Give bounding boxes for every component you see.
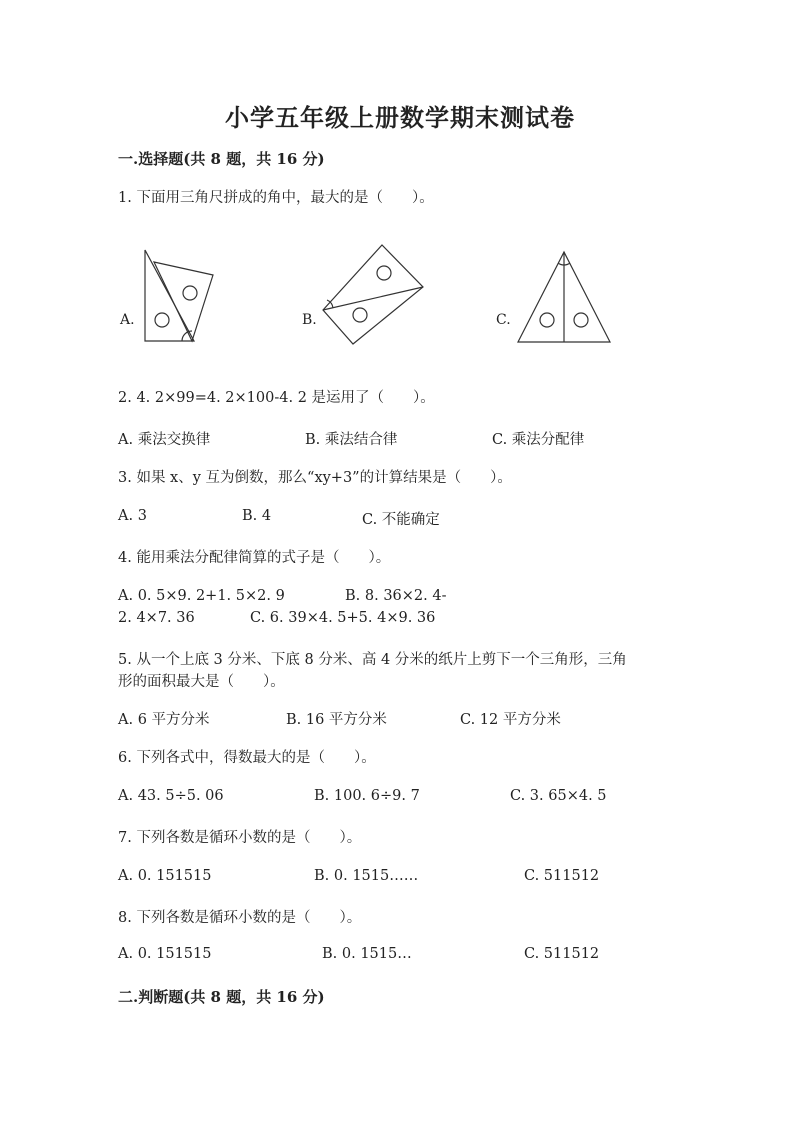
- q6-option-b: B. 100. 6÷9. 7: [314, 788, 420, 804]
- figure-label-c: C.: [496, 312, 511, 328]
- q4-option-b-continued: 2. 4×7. 36: [118, 610, 195, 626]
- q3-option-a: A. 3: [118, 508, 147, 524]
- rectangle-b: [323, 245, 423, 344]
- figure-label-a: A.: [120, 312, 135, 328]
- q3-option-b: B. 4: [242, 508, 272, 524]
- q6-option-c: C. 3. 65×4. 5: [510, 788, 607, 804]
- q2-option-c: C. 乘法分配律: [492, 432, 585, 448]
- q5-option-b: B. 16 平方分米: [286, 712, 387, 728]
- hole-a-1: [155, 313, 169, 327]
- hole-c-1: [540, 313, 554, 327]
- triangle-ruler-figure-c: [514, 248, 614, 346]
- page-title: 小学五年级上册数学期末测试卷: [225, 103, 575, 132]
- q2-option-a: A. 乘法交换律: [118, 432, 211, 448]
- question-1: 1. 下面用三角尺拼成的角中，最大的是（ ）。: [118, 190, 434, 206]
- angle-mark-a: [182, 331, 192, 341]
- question-3: 3. 如果 x、y 互为倒数，那么“xy+3”的计算结果是（ ）。: [118, 470, 512, 486]
- question-6: 6. 下列各式中，得数最大的是（ ）。: [118, 750, 376, 766]
- question-5-line-1: 5. 从一个上底 3 分米、下底 8 分米、高 4 分米的纸片上剪下一个三角形，三角: [118, 652, 627, 668]
- q5-option-c: C. 12 平方分米: [460, 712, 561, 728]
- question-5-line-2: 形的面积最大是（ ）。: [118, 674, 285, 690]
- q6-option-a: A. 43. 5÷5. 06: [118, 788, 224, 804]
- q4-option-c: C. 6. 39×4. 5+5. 4×9. 36: [250, 610, 436, 626]
- q5-option-a: A. 6 平方分米: [118, 712, 210, 728]
- hole-b-1: [377, 266, 391, 280]
- q4-option-b: B. 8. 36×2. 4-: [345, 588, 447, 604]
- q7-option-c: C. 511512: [524, 868, 600, 884]
- q8-option-c: C. 511512: [524, 946, 600, 962]
- question-2: 2. 4. 2×99=4. 2×100-4. 2 是运用了（ ）。: [118, 390, 435, 406]
- q7-option-a: A. 0. 151515: [118, 868, 212, 884]
- figure-label-b: B.: [302, 312, 317, 328]
- hole-a-2: [183, 286, 197, 300]
- q7-option-b: B. 0. 1515……: [314, 868, 419, 884]
- section-heading-choice: 一.选择题(共 8 题，共 16 分): [118, 150, 325, 168]
- q3-option-c: C. 不能确定: [362, 512, 440, 528]
- triangle-ruler-figure-b: [318, 240, 428, 348]
- q4-option-a: A. 0. 5×9. 2+1. 5×2. 9: [118, 588, 285, 604]
- q8-option-a: A. 0. 151515: [118, 946, 212, 962]
- hole-b-2: [353, 308, 367, 322]
- question-8: 8. 下列各数是循环小数的是（ ）。: [118, 910, 362, 926]
- q8-option-b: B. 0. 1515…: [322, 946, 412, 962]
- question-7: 7. 下列各数是循环小数的是（ ）。: [118, 830, 362, 846]
- triangle-a-2: [154, 262, 213, 341]
- q2-option-b: B. 乘法结合律: [305, 432, 398, 448]
- triangle-ruler-figure-a: [140, 245, 220, 345]
- hole-c-2: [574, 313, 588, 327]
- section-heading-judgement: 二.判断题(共 8 题，共 16 分): [118, 988, 325, 1006]
- question-4: 4. 能用乘法分配律简算的式子是（ ）。: [118, 550, 391, 566]
